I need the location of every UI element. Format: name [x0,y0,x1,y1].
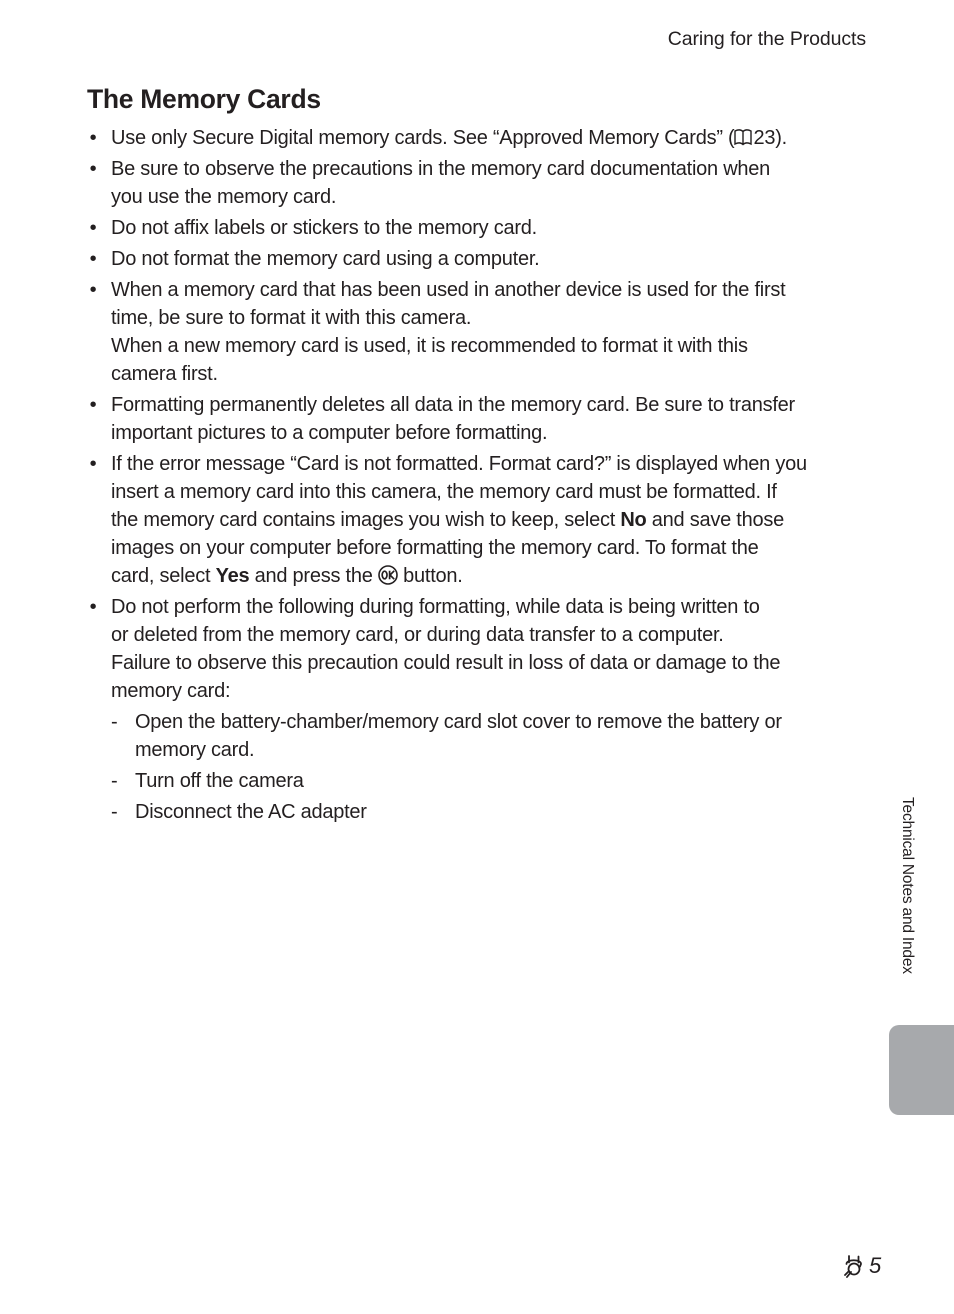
list-item: • Formatting permanently deletes all data in the memory card. Be sure to transfer important pictures to a computer before formatting. [87,391,867,447]
bullet-icon: • [89,279,97,301]
section-title: The Memory Cards [87,84,321,114]
list-item: • If the error message “Card is not formatted. Format card?” is displayed when you insert a memory card into this camera, the memory card must be formatted. If the memory card contains images you wish to keep, select No and save those images on your computer before formatting the memory card. To format the card, select Yes and press the button. [87,450,867,590]
bullet-icon: • [89,596,97,618]
running-header: Caring for the Products [667,28,866,50]
precautions-list [87,124,867,829]
bullet-icon: • [89,248,97,270]
list-item: • Be sure to observe the precautions in the memory card documentation when you use the memory card. [87,155,867,211]
ok-button-icon [378,565,398,585]
bullet-icon: • [89,127,97,149]
list-item: • Use only Secure Digital memory cards. See “Approved Memory Cards” ( 23). [87,124,867,152]
dash-marker: - [111,801,118,823]
sub-list [111,708,867,826]
list-item: • Do not format the memory card using a computer. [87,245,867,273]
dash-marker: - [111,770,118,792]
dash-marker: - [111,711,118,733]
page-number [842,1251,881,1281]
list-item: • When a memory card that has been used in another device is used for the first time, be sure to format it with this camera. When a new memory card is used, it is recommended to format it with this camera first. [87,276,867,388]
bullet-icon: • [89,158,97,180]
no-option-label: No [620,509,647,531]
sub-list-item: - Disconnect the AC adapter [111,798,867,826]
page-number-text: 5 [869,1253,882,1278]
book-reference-icon [734,129,752,146]
section-tab[interactable] [889,1025,954,1115]
yes-option-label: Yes [215,565,250,587]
bullet-icon: • [89,453,97,475]
sub-list-item: - Turn off the camera [111,767,867,795]
bullet-icon: • [89,394,97,416]
list-item: • Do not perform the following during formatting, while data is being written to or deleted from the memory card, or during data transfer to a computer. Failure to observe this precaution could result in loss of data or damage to the memory card: - Open the battery-chamber/memory card slot cover to remove the battery or memory card. - Turn off the camera - Disconnect the AC adapter [87,593,867,826]
list-item: • Do not affix labels or stickers to the memory card. [87,214,867,242]
bullet-icon: • [89,217,97,239]
section-tab-label: Technical Notes and Index [899,797,916,974]
sub-list-item: - Open the battery-chamber/memory card slot cover to remove the battery or memory card. [111,708,867,764]
technical-notes-icon [842,1253,868,1279]
